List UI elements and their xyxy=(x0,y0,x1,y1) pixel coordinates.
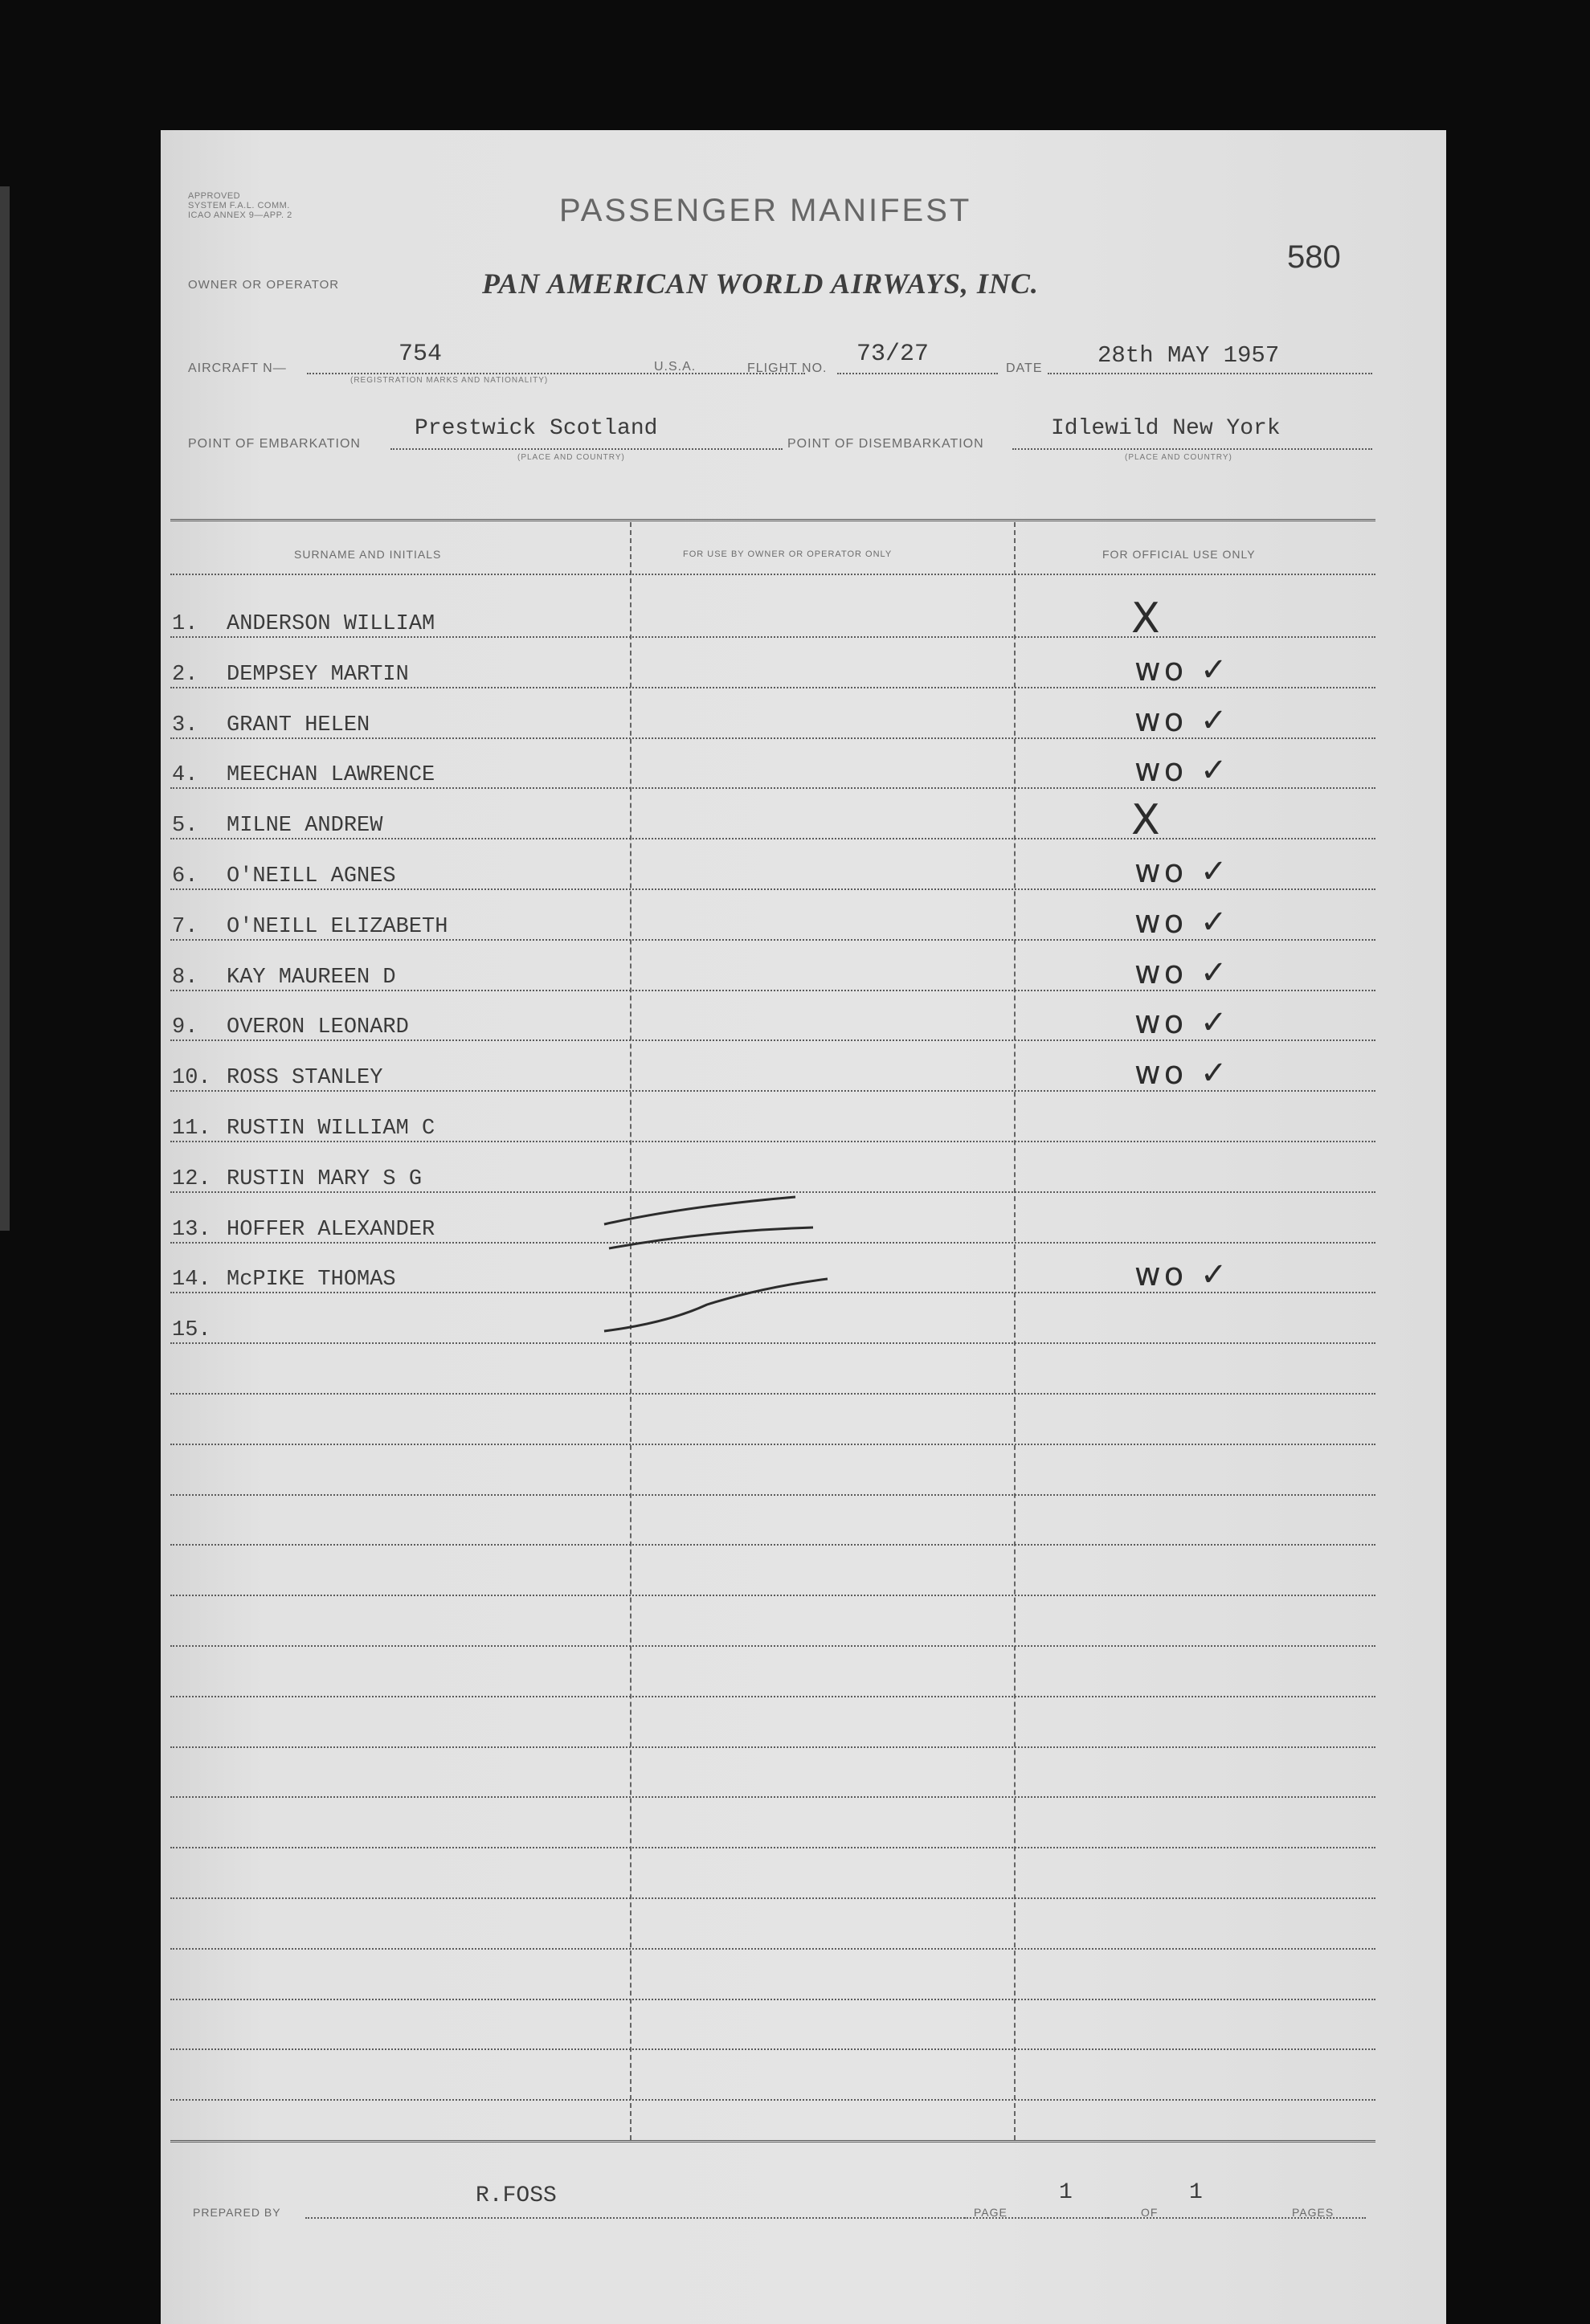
table-bottom-border xyxy=(170,2140,1375,2142)
row-number: 2. xyxy=(172,662,198,687)
ruled-line xyxy=(170,1948,1375,1950)
cross-mark: X xyxy=(1131,594,1163,643)
table-row xyxy=(161,752,1414,795)
ruled-line xyxy=(170,1544,1375,1546)
pages-label: PAGES xyxy=(1292,2206,1335,2219)
table-top-border xyxy=(170,519,1375,521)
passenger-name: MILNE ANDREW xyxy=(227,814,383,839)
passenger-name: MEECHAN LAWRENCE xyxy=(227,763,435,788)
scan-edge xyxy=(0,186,10,1231)
passenger-name: ROSS STANLEY xyxy=(227,1066,383,1091)
cross-mark: X xyxy=(1131,796,1163,845)
table-row xyxy=(161,1004,1414,1048)
row-number: 11. xyxy=(172,1117,211,1141)
of-value: 1 xyxy=(1189,2180,1203,2205)
passenger-name: ANDERSON WILLIAM xyxy=(227,612,435,636)
column-header-name: SURNAME AND INITIALS xyxy=(294,548,442,561)
passenger-name: HOFFER ALEXANDER xyxy=(227,1217,435,1242)
date-label: DATE xyxy=(1006,361,1043,375)
row-number: 8. xyxy=(172,965,198,990)
row-number: 14. xyxy=(172,1268,211,1293)
row-number: 12. xyxy=(172,1166,211,1191)
ruled-line xyxy=(170,1039,1375,1041)
flight-label: FLIGHT NO. xyxy=(747,361,828,375)
table-row xyxy=(161,954,1414,998)
owner-label: OWNER OR OPERATOR xyxy=(188,278,340,292)
row-number: 15. xyxy=(172,1318,211,1343)
wo-check-mark: wo ✓ xyxy=(1134,1004,1231,1042)
ruled-line xyxy=(170,2099,1375,2101)
of-label: OF xyxy=(1141,2206,1159,2219)
row-number: 4. xyxy=(172,763,198,788)
passenger-name: McPIKE THOMAS xyxy=(227,1268,396,1293)
flight-number: 73/27 xyxy=(856,341,930,368)
column-header-operator: FOR USE BY OWNER OR OPERATOR ONLY xyxy=(683,549,893,559)
strike-marks xyxy=(587,1046,948,1367)
embark-place: Prestwick Scotland xyxy=(415,416,658,441)
wo-check-mark: wo ✓ xyxy=(1134,1256,1231,1294)
wo-check-mark: wo ✓ xyxy=(1134,903,1231,941)
approval-line: APPROVED xyxy=(188,191,241,201)
page-value: 1 xyxy=(1059,2180,1073,2205)
aircraft-label: AIRCRAFT N— xyxy=(188,361,287,375)
approval-line: SYSTEM F.A.L. COMM. xyxy=(188,201,290,210)
passenger-name: O'NEILL AGNES xyxy=(227,864,396,888)
ruled-line xyxy=(170,1897,1375,1899)
ruled-line xyxy=(170,1696,1375,1697)
ruled-line xyxy=(170,1999,1375,2000)
row-number: 9. xyxy=(172,1015,198,1040)
ruled-line xyxy=(170,1746,1375,1748)
row-number: 6. xyxy=(172,864,198,888)
ruled-line xyxy=(170,687,1375,688)
ruled-line xyxy=(170,1494,1375,1496)
passenger-name: GRANT HELEN xyxy=(227,713,370,737)
wo-check-mark: wo ✓ xyxy=(1134,701,1231,739)
row-number: 1. xyxy=(172,612,198,636)
registration-caption: (REGISTRATION MARKS AND NATIONALITY) xyxy=(350,376,549,385)
ruled-line xyxy=(170,990,1375,991)
disembark-caption: (PLACE AND COUNTRY) xyxy=(1125,453,1232,462)
column-header-official: FOR OFFICIAL USE ONLY xyxy=(1102,548,1256,561)
table-row xyxy=(161,701,1414,745)
wo-check-mark: wo ✓ xyxy=(1134,1055,1231,1093)
ruled-line xyxy=(170,1595,1375,1596)
passenger-name: OVERON LEONARD xyxy=(227,1015,409,1040)
ruled-line xyxy=(170,1847,1375,1848)
passenger-name: DEMPSEY MARTIN xyxy=(227,662,409,687)
prepared-by-value: R.FOSS xyxy=(476,2183,557,2208)
disembark-label: POINT OF DISEMBARKATION xyxy=(787,437,984,451)
ruled-line xyxy=(170,838,1375,839)
passenger-name: RUSTIN MARY S G xyxy=(227,1166,423,1191)
row-number: 7. xyxy=(172,914,198,939)
approval-line: ICAO ANNEX 9—APP. 2 xyxy=(188,210,292,220)
embark-label: POINT OF EMBARKATION xyxy=(188,437,361,451)
page-label: PAGE xyxy=(974,2206,1008,2219)
row-number: 13. xyxy=(172,1217,211,1242)
ruled-line xyxy=(170,1393,1375,1395)
wo-check-mark: wo ✓ xyxy=(1134,651,1231,688)
ruled-line xyxy=(170,1444,1375,1445)
wo-check-mark: wo ✓ xyxy=(1134,853,1231,890)
wo-check-mark: wo ✓ xyxy=(1134,954,1231,991)
ruled-line xyxy=(170,1645,1375,1647)
wo-check-mark: wo ✓ xyxy=(1134,752,1231,790)
disembark-place: Idlewild New York xyxy=(1051,416,1281,441)
passenger-name: KAY MAUREEN D xyxy=(227,965,396,990)
approval-note xyxy=(188,191,292,220)
table-row xyxy=(161,853,1414,897)
owner-name: PAN AMERICAN WORLD AIRWAYS, INC. xyxy=(482,268,1039,300)
table-row xyxy=(161,594,1414,644)
prepared-label: PREPARED BY xyxy=(193,2206,281,2219)
ruled-line xyxy=(170,939,1375,941)
ruled-line xyxy=(170,888,1375,890)
ruled-line xyxy=(170,787,1375,789)
row-number: 3. xyxy=(172,713,198,737)
ruled-line xyxy=(170,1796,1375,1798)
manifest-sheet xyxy=(161,130,1446,2324)
aircraft-number: 754 xyxy=(399,341,443,368)
embark-caption: (PLACE AND COUNTRY) xyxy=(517,453,625,462)
table-row xyxy=(161,796,1414,846)
ruled-line xyxy=(170,2048,1375,2050)
date-value: 28th MAY 1957 xyxy=(1097,342,1280,369)
page-title: PASSENGER MANIFEST xyxy=(559,193,972,228)
usa-label: U.S.A. xyxy=(654,360,697,374)
table-row xyxy=(161,651,1414,695)
page-number: 580 xyxy=(1287,239,1341,275)
ruled-line xyxy=(170,636,1375,638)
row-number: 10. xyxy=(172,1066,211,1091)
table-row xyxy=(161,903,1414,947)
passenger-name: RUSTIN WILLIAM C xyxy=(227,1117,435,1141)
row-number: 5. xyxy=(172,814,198,839)
passenger-name: O'NEILL ELIZABETH xyxy=(227,914,448,939)
ruled-line xyxy=(170,737,1375,739)
